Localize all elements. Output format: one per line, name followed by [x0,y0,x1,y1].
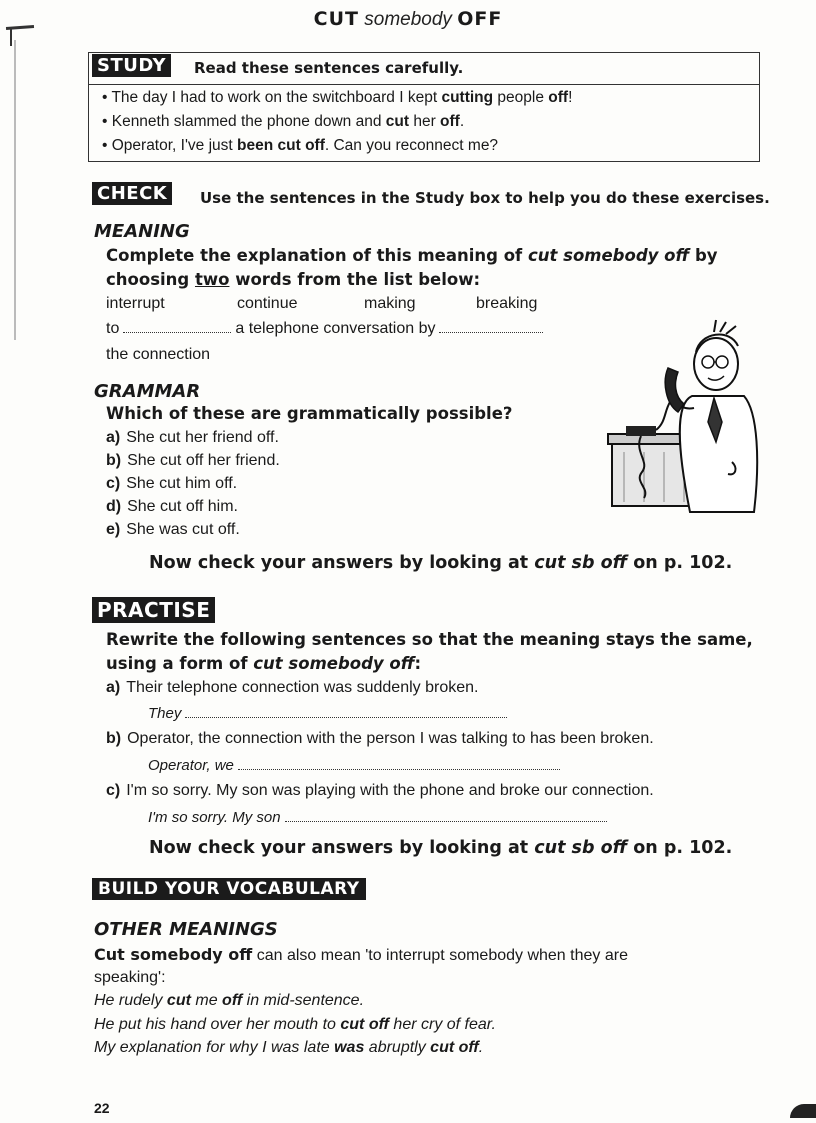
check-heading: Use the sentences in the Study box to help you do these exercises. [200,189,770,207]
check-answers-note-2: Now check your answers by looking at cut sb off on p. 102. [149,838,733,858]
margin-line [14,40,16,340]
grammar-title: GRAMMAR [94,381,201,402]
meaning-instruction: Complete the explanation of this meaning of cut somebody off by [106,246,718,265]
study-sentence-2: • Kenneth slammed the phone down and cut her off. [102,113,465,130]
answer-line: Operator, we [148,757,564,774]
meaning-title: MEANING [94,221,190,242]
title-word-somebody: somebody [364,9,452,30]
page-title [0,8,816,31]
example-sentence: He put his hand over her mouth to cut off her cry of fear. [94,1016,496,1033]
word-list-item: interrupt [106,295,165,312]
grammar-option: c) She cut him off. [106,475,238,492]
page-number: 22 [94,1100,110,1116]
man-on-phone-illustration [604,312,764,524]
word-list-item: breaking [476,295,538,312]
study-heading: Read these sentences carefully. [194,59,464,77]
practise-item: c) I'm so sorry. My son was playing with the phone and broke our connection. [106,782,654,799]
answer-line: I'm so sorry. My son [148,809,611,826]
grammar-question: Which of these are grammatically possible? [106,404,513,423]
word-list-item: continue [237,295,298,312]
answer-line: They [148,705,511,722]
title-word-cut: CUT [313,8,359,30]
page-corner-mark [790,1104,816,1118]
other-meanings-title: OTHER MEANINGS [94,919,278,940]
study-sentence-1: • The day I had to work on the switchboard I kept cutting people off! [102,89,573,106]
practise-instruction: Rewrite the following sentences so that the meaning stays the same, [106,630,753,649]
fill-in-line-end: the connection [106,346,211,363]
grammar-option: a) She cut her friend off. [106,429,279,446]
meaning-instruction-2: choosing two words from the list below: [106,270,481,289]
study-tag: STUDY [92,54,171,77]
answer-blank[interactable] [238,768,560,770]
grammar-option: d) She cut off him. [106,498,238,515]
title-word-off: OFF [457,8,503,30]
answer-blank[interactable] [185,716,507,718]
practise-item: a) Their telephone connection was suddenly broken. [106,679,479,696]
example-sentence: He rudely cut me off in mid-sentence. [94,992,365,1009]
vocab-paragraph-cont: speaking': [94,969,166,986]
check-tag: CHECK [92,182,172,205]
grammar-option: e) She was cut off. [106,521,240,538]
fill-in-line: to a telephone conversation by [106,320,547,338]
vocabulary-tag: BUILD YOUR VOCABULARY [92,878,366,900]
grammar-option: b) She cut off her friend. [106,452,280,469]
blank-1[interactable] [123,331,231,333]
practise-item: b) Operator, the connection with the person I was talking to has been broken. [106,730,654,747]
check-answers-note: Now check your answers by looking at cut sb off on p. 102. [149,553,733,573]
blank-2[interactable] [439,331,543,333]
study-divider [89,84,759,85]
practise-instruction-2: using a form of cut somebody off: [106,654,422,673]
word-list-item: making [364,295,416,312]
example-sentence: My explanation for why I was late was abruptly cut off. [94,1039,484,1056]
answer-blank[interactable] [285,820,607,822]
study-sentence-3: • Operator, I've just been cut off. Can you reconnect me? [102,137,499,154]
vocab-paragraph: Cut somebody off can also mean 'to interrupt somebody when they are [94,945,628,964]
practise-tag: PRACTISE [92,597,215,623]
